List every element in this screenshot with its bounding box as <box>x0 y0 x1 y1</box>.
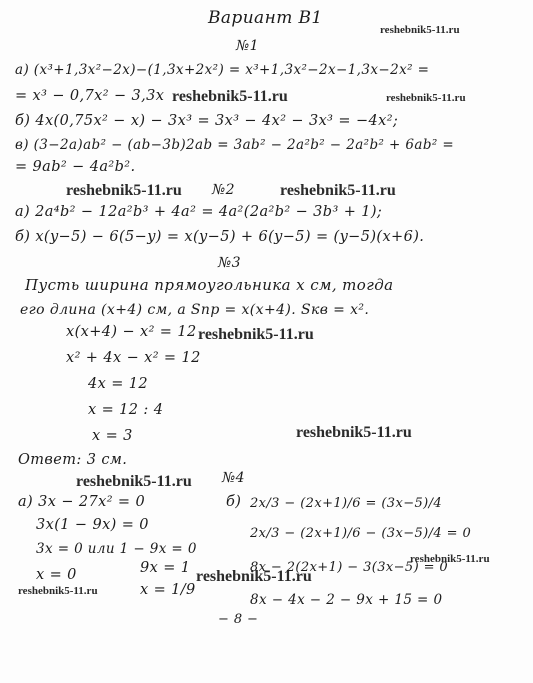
watermark-5: reshebnik5-11.ru <box>198 326 314 343</box>
s1-a-line2: = x³ − 0,7x² − 3,3x <box>15 88 165 104</box>
watermark-9: reshebnik5-11.ru <box>196 568 312 585</box>
section2-number: №2 <box>212 182 235 198</box>
watermark-8: reshebnik5-11.ru <box>18 585 98 597</box>
s1-v-line2: = 9ab² − 4a²b². <box>15 159 136 175</box>
s4-b-eq1: 2x/3 − (2x+1)/6 = (3x−5)/4 <box>250 496 443 511</box>
s3-eq4: x = 12 : 4 <box>88 402 164 418</box>
watermark-4: reshebnik5-11.ru <box>280 182 396 199</box>
s4-a-eq1: а) 3x − 27x² = 0 <box>18 494 146 510</box>
section1-number: №1 <box>236 38 259 54</box>
s3-text-line1: Пусть ширина прямоугольника x см, тогда <box>25 276 394 294</box>
s4-a-eq2: 3x(1 − 9x) = 0 <box>36 517 149 533</box>
s2-b-line: б) x(y−5) − 6(5−y) = x(y−5) + 6(y−5) = (y−5)(x+6). <box>15 229 425 245</box>
s2-a-line: а) 2a⁴b² − 12a²b³ + 4a² = 4a²(2a²b² − 3b³ + 1); <box>15 204 383 220</box>
s3-text-line2: его длина (x+4) см, а Sпр = x(x+4). Sкв = x². <box>20 302 370 318</box>
section3-number: №3 <box>218 255 241 271</box>
s4-b-label: б) <box>226 494 242 510</box>
s1-a-line1: а) (x³+1,3x²−2x)−(1,3x+2x²) = x³+1,3x²−2x−1,3x−2x² = <box>15 62 430 78</box>
watermark-7: reshebnik5-11.ru <box>76 473 192 490</box>
s4-b-eq4: 8x − 4x − 2 − 9x + 15 = 0 <box>250 592 443 608</box>
s3-eq2: x² + 4x − x² = 12 <box>66 350 201 366</box>
watermark-top: reshebnik5-11.ru <box>380 24 460 36</box>
s3-eq3: 4x = 12 <box>88 376 149 392</box>
s4-a-eq3: 3x = 0 или 1 − 9x = 0 <box>36 541 197 557</box>
s3-answer: Ответ: 3 см. <box>18 452 128 468</box>
s4-b-eq3: 8x − 2(2x+1) − 3(3x−5) = 0 <box>250 560 449 575</box>
watermark-1: reshebnik5-11.ru <box>172 88 288 105</box>
s4-b-eq2: 2x/3 − (2x+1)/6 − (3x−5)/4 = 0 <box>250 526 472 541</box>
watermark-2: reshebnik5-11.ru <box>386 92 466 104</box>
s3-eq1: x(x+4) − x² = 12 <box>66 324 197 340</box>
page-title: Вариант В1 <box>208 8 323 28</box>
s4-a-eq5: 9x = 1 <box>140 560 191 576</box>
s1-b-line: б) 4x(0,75x² − x) − 3x³ = 3x³ − 4x² − 3x³ = −4x²; <box>15 113 399 129</box>
s1-v-line1: в) (3−2a)ab² − (ab−3b)2ab = 3ab² − 2a²b² − 2a²b² + 6ab² = <box>15 137 455 153</box>
page-number: − 8 − <box>218 612 259 627</box>
s3-eq5: x = 3 <box>92 428 133 444</box>
watermark-6: reshebnik5-11.ru <box>296 424 412 441</box>
s4-a-eq6: x = 1/9 <box>140 582 196 598</box>
s4-a-eq4: x = 0 <box>36 567 77 583</box>
watermark-10: reshebnik5-11.ru <box>410 553 490 565</box>
watermark-3: reshebnik5-11.ru <box>66 182 182 199</box>
section4-number: №4 <box>222 470 245 486</box>
